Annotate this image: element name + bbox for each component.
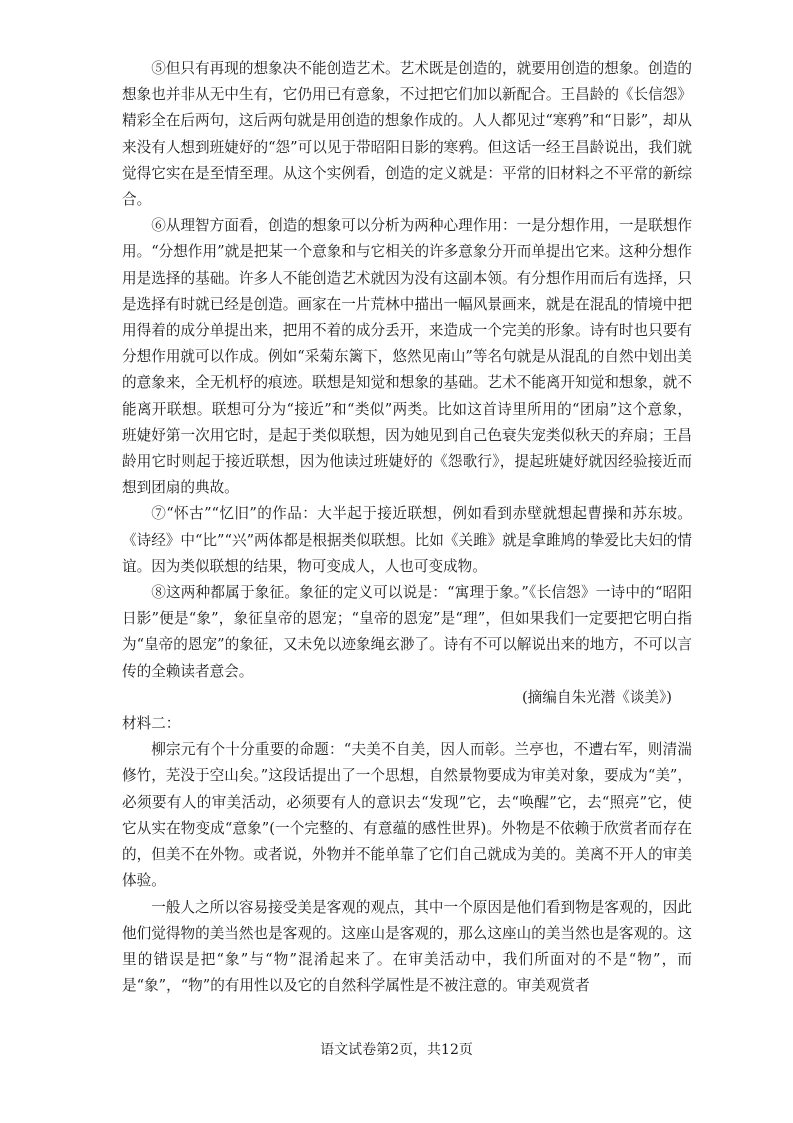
- paragraph-8: ⑧这两种都属于象征。象征的定义可以说是：“寓理于象。”《长信怨》一诗中的“昭阳日影”便是“象”，象征皇帝的恩宠；“皇帝的恩宠”是“理”，但如果我们一定要把它明白指为“皇帝的恩宠”的象征，又未免以迹象绳玄渺了。诗有不可以解说出来的地方，不可以言传的全赖读者意会。: [122, 584, 692, 680]
- material-two-paragraph-1: 柳宗元有个十分重要的命题：“夫美不自美，因人而彰。兰亭也，不遭右军，则清湍修竹，芜没于空山矣。”这段话提出了一个思想，自然景物要成为审美对象，要成为“美”，必须要有人的审美活动，必须要有人的意识去“发现”它，去“唤醒”它，去“照亮”它，使它从实在物变成“意象”(一个完整的、有意蕴的感性世界)。外物是不依赖于欣赏者而存在的，但美不在外物。或者说，外物并不能单靠了它们自己就成为美的。美离不开人的审美体验。: [122, 741, 692, 890]
- page-footer: 语文试卷第2页，共12页: [320, 1042, 473, 1058]
- material-two-paragraph-2: 一般人之所以容易接受美是客观的观点，其中一个原因是他们看到物是客观的，因此他们觉得物的美当然也是客观的。这座山是客观的，那么这座山的美当然也是客观的。这里的错误是把“象”与“物”混淆起来了。在审美活动中，我们所面对的不是“物”，而是“象”，“物”的有用性以及它的自然科学属性是不被注意的。审美观赏者: [122, 898, 692, 995]
- material-two-label: 材料二：: [122, 715, 181, 733]
- paragraph-5: ⑤但只有再现的想象决不能创造艺术。艺术既是创造的，就要用创造的想象。创造的想象也并非从无中生有，它仍用已有意象，不过把它们加以新配合。王昌龄的《长信怨》精彩全在后两句，这后两句就是用创造的想象作成的。人人都见过“寒鸦”和“日影”，却从来没有人想到班婕妤的“怨”可以见于带昭阳日影的寒鸦。但这话一经王昌龄说出，我们就觉得它实在是至情至理。从这个实例看，创造的定义就是：平常的旧材料之不平常的新综合。: [122, 60, 692, 209]
- source-citation: (摘编自朱光潜《谈美》): [521, 688, 672, 706]
- paragraph-6: ⑥从理智方面看，创造的想象可以分析为两种心理作用：一是分想作用，一是联想作用。“分想作用”就是把某一个意象和与它相关的许多意象分开而单提出它来。这种分想作用是选择的基础。许多人不能创造艺术就因为没有这副本领。有分想作用而后有选择，只是选择有时就已经是创造。画家在一片荒林中描出一幅风景画来，就是在混乱的情境中把用得着的成分单提出来，把用不着的成分丢开，来造成一个完美的形象。诗有时也只要有分想作用就可以作成。例如“采菊东篱下，悠然见南山”等名句就是从混乱的自然中划出美的意象来，全无机杼的痕迹。联想是知觉和想象的基础。艺术不能离开知觉和想象，就不能离开联想。联想可分为“接近”和“类似”两类。比如这首诗里所用的“团扇”这个意象，班婕妤第一次用它时，是起于类似联想，因为她见到自己色衰失宠类似秋天的弃扇；王昌龄用它时则起于接近联想，因为他读过班婕妤的《怨歌行》，提起班婕妤就因经验接近而想到团扇的典故。: [122, 217, 692, 497]
- paragraph-7: ⑦“怀古”“忆旧”的作品：大半起于接近联想，例如看到赤壁就想起曹操和苏东坡。《诗经》中“比”“兴”两体都是根据类似联想。比如《关雎》就是拿雎鸠的挚爱比夫妇的情谊。因为类似联想的结果，物可变成人，人也可变成物。: [122, 505, 692, 575]
- document-body: [122, 56, 692, 999]
